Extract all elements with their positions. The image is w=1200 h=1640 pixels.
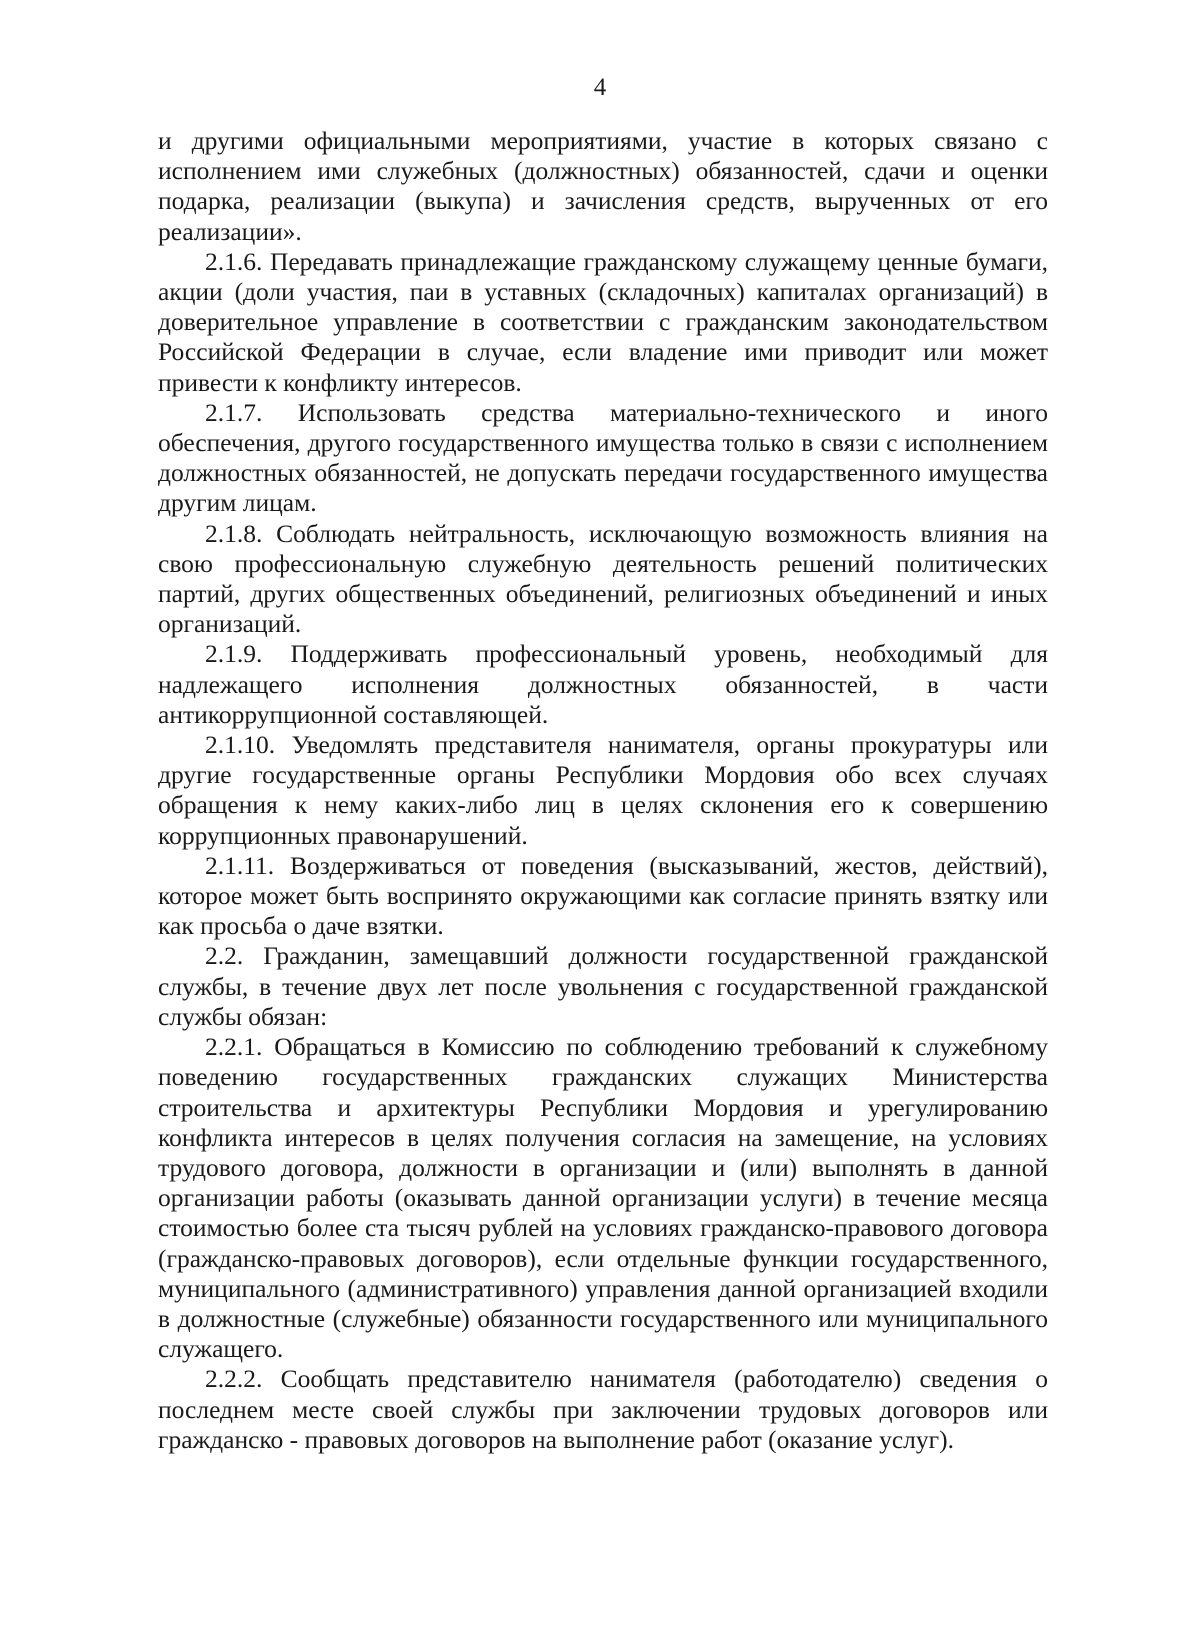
paragraph-2-1-8: 2.1.8. Соблюдать нейтральность, исключающую возможность влияния на свою профессиональную служебную деятельность решений политических партий, других общественных объединений, религиозных объединений и иных организаций. <box>158 518 1048 639</box>
paragraph-2-2-1: 2.2.1. Обращаться в Комиссию по соблюдению требований к служебному поведению государственных гражданских служащих Министерства строительства и архитектуры Республики Мордовия и урегулированию конфликта интересов в целях получения согласия на замещение, на условиях трудового договора, должности в организации и (или) выполнять в данной организации работы (оказывать данной организации услуги) в течение месяца стоимостью более ста тысяч рублей на условиях гражданско-правового договора (гражданско-правовых договоров), если отдельные функции государственного, муниципального (административного) управления данной организацией входили в должностные (служебные) обязанности государственного или муниципального служащего. <box>158 1032 1048 1364</box>
paragraph-2-2: 2.2. Гражданин, замещавший должности государственной гражданской службы, в течение двух лет после увольнения с государственной гражданской службы обязан: <box>158 941 1048 1031</box>
paragraph-continuation: и другими официальными мероприятиями, участие в которых связано с исполнением ими служебных (должностных) обязанностей, сдачи и оценки подарка, реализации (выкупа) и зачисления средств, вырученных от его реализации». <box>158 126 1048 246</box>
paragraph-2-1-9: 2.1.9. Поддерживать профессиональный уровень, необходимый для надлежащего исполнения должностных обязанностей, в части антикоррупционной составляющей. <box>158 639 1048 729</box>
paragraph-2-1-11: 2.1.11. Воздерживаться от поведения (высказываний, жестов, действий), которое может быть воспринято окружающими как согласие принять взятку или как просьба о даче взятки. <box>158 850 1048 941</box>
paragraph-2-2-2: 2.2.2. Сообщать представителю нанимателя (работодателю) сведения о последнем месте своей службы при заключении трудовых договоров или гражданско - правовых договоров на выполнение работ (оказание услуг). <box>158 1364 1048 1454</box>
page-number: 4 <box>593 74 607 101</box>
document-body <box>158 126 1048 1455</box>
paragraph-2-1-6: 2.1.6. Передавать принадлежащие гражданскому служащему ценные бумаги, акции (доли участия, паи в уставных (складочных) капиталах организаций) в доверительное управление в соответствии с гражданским законодательством Российской Федерации в случае, если владение ими приводит или может привести к конфликту интересов. <box>158 246 1048 397</box>
paragraph-2-1-7: 2.1.7. Использовать средства материально-технического и иного обеспечения, другого государственного имущества только в связи с исполнением должностных обязанностей, не допускать передачи государственного имущества другим лицам. <box>158 397 1048 518</box>
paragraph-2-1-10: 2.1.10. Уведомлять представителя нанимателя, органы прокуратуры или другие государственные органы Республики Мордовия обо всех случаях обращения к нему каких-либо лиц в целях склонения его к совершению коррупционных правонарушений. <box>158 730 1048 850</box>
